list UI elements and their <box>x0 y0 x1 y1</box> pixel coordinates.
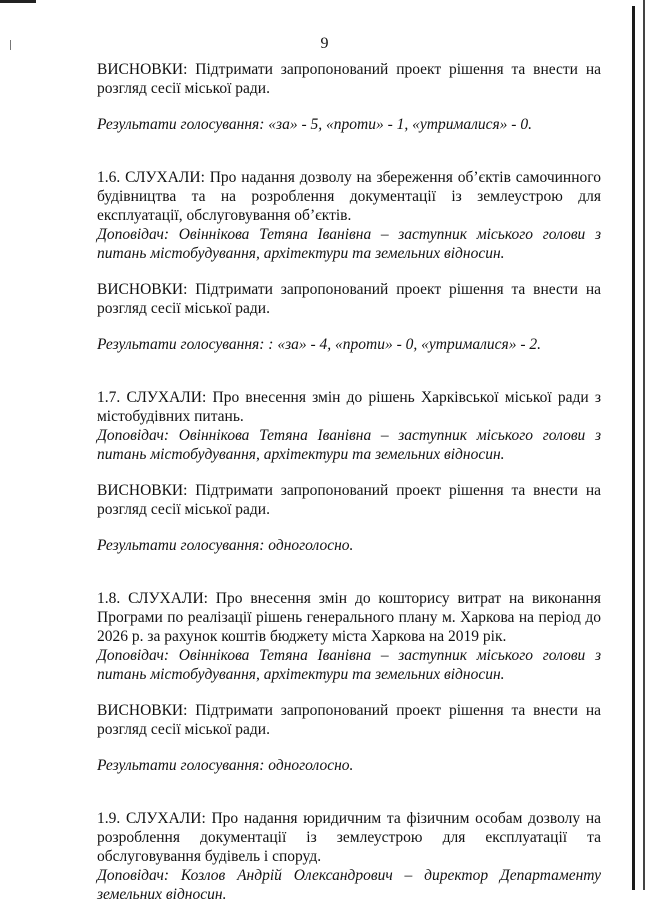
speaker-item-1-6: Доповідач: Овіннікова Тетяна Іванівна – заступник міського голови з питань містобудування, архітектури та земельних відносин. <box>97 226 601 262</box>
speaker-item-1-8: Доповідач: Овіннікова Тетяна Іванівна – заступник міського голови з питань містобудування, архітектури та земельних відносин. <box>97 647 601 683</box>
vote-item-1-6: Результати голосування: : «за» - 4, «проти» - 0, «утрималися» - 2. <box>97 336 541 353</box>
vote-item-1-7: Результати голосування: одноголосно. <box>97 537 354 554</box>
vote-result: Результати голосування: «за» - 5, «проти» - 1, «утрималися» - 0. <box>97 116 532 133</box>
speaker-item-1-7: Доповідач: Овіннікова Тетяна Іванівна – заступник міського голови з питань містобудування, архітектури та земельних відносин. <box>97 427 601 463</box>
conclusion-text: ВИСНОВКИ: Підтримати запропонований проект рішення та внести на розгляд сесії міської ради. <box>97 61 601 97</box>
vote-item-1-8: Результати голосування: одноголосно. <box>97 757 354 774</box>
conclusion-item-1-6: ВИСНОВКИ: Підтримати запропонований проект рішення та внести на розгляд сесії міської ради. <box>97 281 601 317</box>
heard-item-1-6: 1.6. СЛУХАЛИ: Про надання дозволу на збереження об’єктів самочинного будівництва та на розроблення документації із землеустрою для експлуатації, обслуговування об’єктів. <box>97 169 601 224</box>
scan-edge-top <box>0 0 36 3</box>
page-number: 9 <box>320 35 329 52</box>
scan-edge-right-outer <box>643 0 645 890</box>
heard-item-1-7: 1.7. СЛУХАЛИ: Про внесення змін до рішень Харківської міської ради з містобудівних питань. <box>97 389 601 425</box>
conclusion-item-1-8: ВИСНОВКИ: Підтримати запропонований проект рішення та внести на розгляд сесії міської ради. <box>97 702 601 738</box>
document-body <box>97 60 601 904</box>
speaker-item-1-9: Доповідач: Козлов Андрій Олександрович – директор Департаменту земельних відносин. <box>97 867 601 903</box>
conclusion-item-1-7: ВИСНОВКИ: Підтримати запропонований проект рішення та внести на розгляд сесії міської ради. <box>97 482 601 518</box>
heard-item-1-9: 1.9. СЛУХАЛИ: Про надання юридичним та фізичним особам дозволу на розроблення документації із землеустрою для експлуатації та обслуговування будівель і споруд. <box>97 810 601 865</box>
scan-edge-right <box>632 6 635 890</box>
heard-item-1-8: 1.8. СЛУХАЛИ: Про внесення змін до кошторису витрат на виконання Програми по реалізації рішень генерального плану м. Харкова на період до 2026 р. за рахунок коштів бюджету міста Харкова на 2019 рік. <box>97 590 601 645</box>
